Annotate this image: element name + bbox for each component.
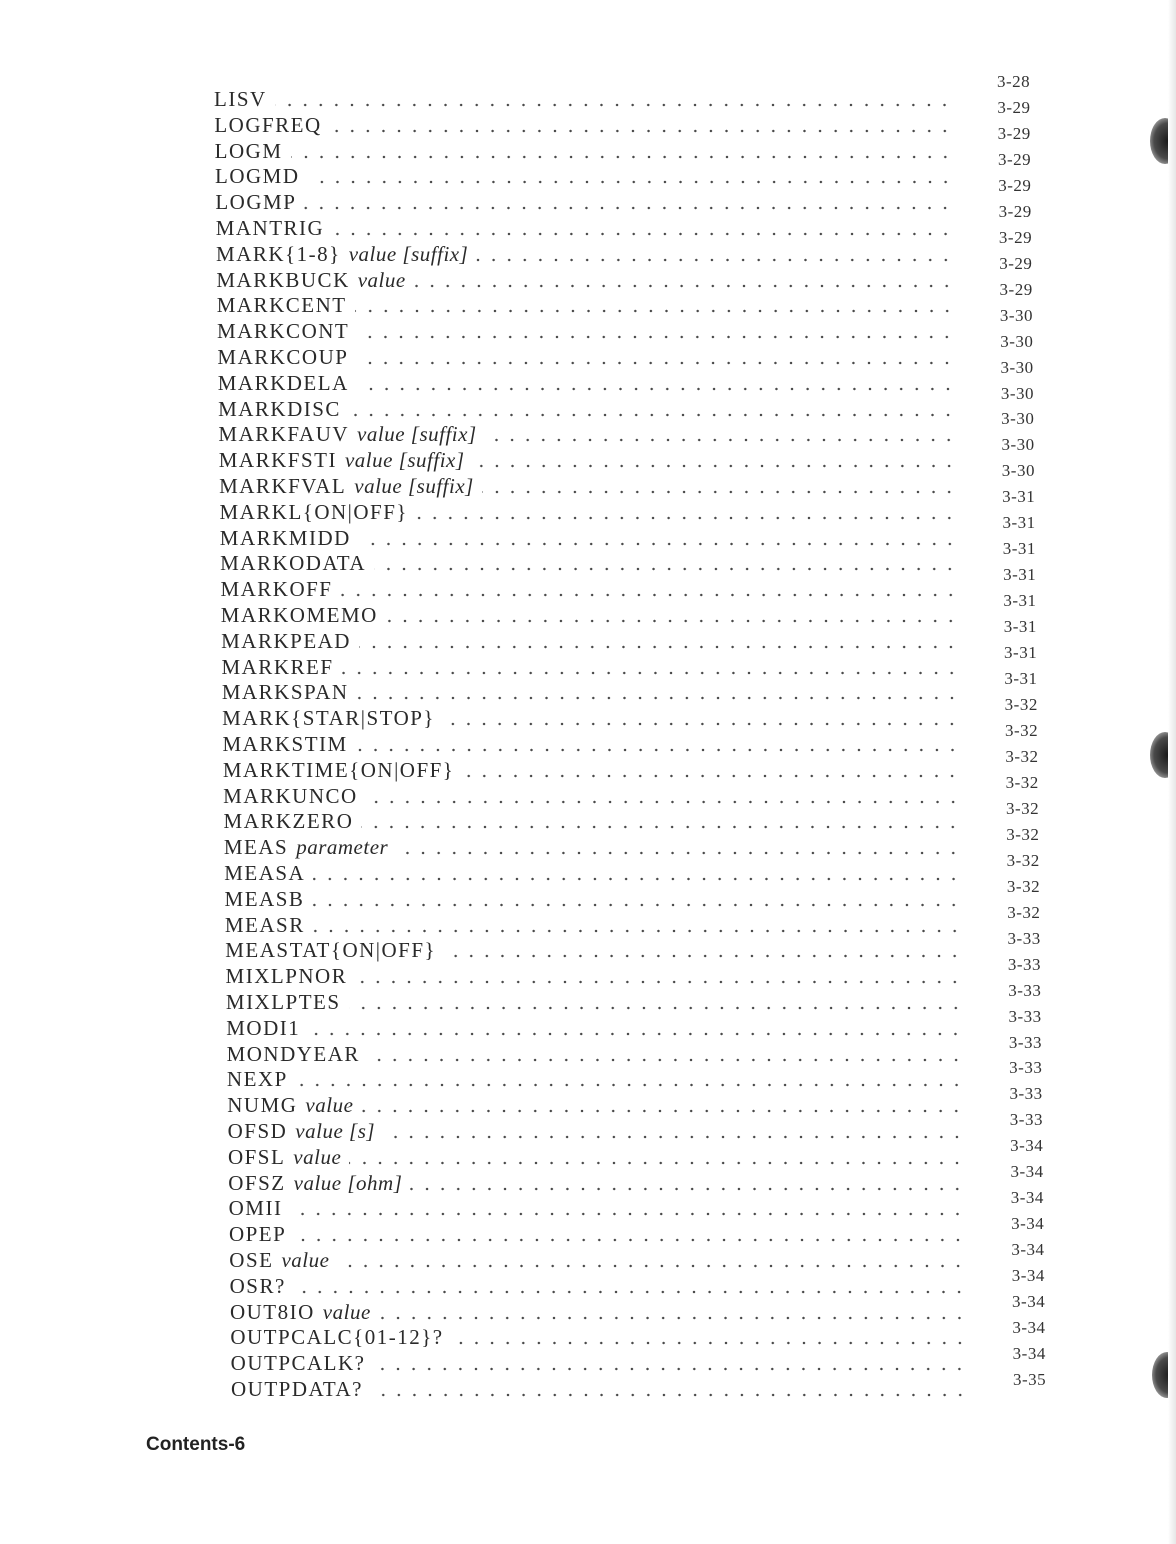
toc-entry-command: OFSZ [228,1170,286,1195]
toc-entry-page-number: 3-29 [999,253,1033,273]
dot-leader [296,1083,964,1087]
toc-entry-command: MEASTAT{ON|OFF} [225,938,437,963]
toc-entry [229,1248,966,1274]
toc-entry-command: OSE [229,1248,274,1272]
toc-entry-command: MARKFAUV [218,422,350,447]
toc-entry-command: OUT8IO [229,1299,315,1324]
toc-entry [217,345,955,371]
toc-entry-command: NUMG [227,1093,298,1118]
toc-entry-command: MARKOFF [220,577,333,602]
toc-entry [217,319,955,345]
toc-entry-page-number: 3-29 [999,279,1033,299]
dot-leader [485,438,957,442]
toc-entry-argument: value [suffix] [354,474,474,498]
toc-entry-command: MARKBUCK [216,267,350,292]
toc-entry-command: LOGMP [215,190,297,215]
toc-entry-command: MARKPEAD [221,628,351,653]
dot-leader [361,1109,964,1113]
toc-entry-page-number: 3-33 [1008,1006,1042,1026]
toc-entry-page-number: 3-34 [1010,1136,1044,1156]
dot-leader [349,1161,965,1165]
toc-entry [221,655,959,681]
toc-entry-argument: value [293,1144,342,1169]
dot-leader [308,180,953,184]
toc-entry-argument: value [s] [295,1119,376,1143]
toc-entry-page-number: 3-30 [1001,461,1035,481]
toc-entry-command: LOGMD [215,164,300,189]
toc-entry-page-number: 3-31 [1004,669,1038,689]
toc-entry-command: MIXLPTES [225,990,341,1014]
toc-entry-page-number: 3-30 [1000,383,1034,403]
dot-leader [332,232,953,236]
toc-entry-command: OPEP [228,1222,287,1247]
toc-entry-page-number: 3-34 [1012,1344,1046,1364]
toc-entry-command: MIXLPNOR [225,964,348,989]
toc-entry-argument: value [suffix] [357,422,477,447]
toc-entry-command: MARKCOUP [217,345,349,369]
toc-entry-page-number: 3-29 [998,175,1032,195]
dot-leader [291,155,953,159]
toc-entry-command: MARKODATA [220,551,367,576]
dot-leader [355,980,963,984]
toc-entry [230,1274,967,1300]
dot-leader [357,696,960,700]
dot-leader [374,567,958,571]
toc-entry [229,1196,966,1222]
toc-entry-page-number: 3-32 [1007,902,1041,922]
toc-entry-page-number: 3-34 [1010,1162,1044,1182]
toc-entry-page-number: 3-32 [1006,850,1040,870]
toc-entry [230,1325,967,1351]
toc-entry [228,1171,965,1197]
toc-entry [219,474,957,500]
toc-entry-command: MEAS [223,835,289,860]
toc-entry [219,448,957,474]
toc-entry [218,422,956,448]
toc-entry [220,526,958,552]
dot-leader [359,645,959,649]
toc-entry [221,603,959,629]
toc-entry-command: MARKTIME{ON|OFF} [222,757,455,782]
toc-entry [222,680,960,706]
dot-leader [444,954,962,958]
toc-entry-page-number: 3-30 [1001,435,1035,455]
toc-entry [227,1042,964,1068]
toc-entry-command: MARKMIDD [219,525,351,550]
toc-entry-page-number: 3-34 [1011,1214,1045,1234]
dot-leader [312,903,962,907]
toc-entry-command: MARKUNCO [223,783,358,808]
dot-leader [371,1393,968,1397]
toc-entry-command: MARKREF [221,654,334,679]
toc-entry [225,887,962,913]
toc-entry-page-number: 3-29 [997,123,1031,143]
toc-entry-page-number: 3-31 [1003,617,1037,637]
dot-leader [355,309,955,313]
dot-leader [366,800,961,804]
toc-entry [227,1067,964,1093]
toc-entry [231,1351,968,1377]
toc-entry-command: MEASA [224,861,306,885]
page-edge-shadow [1168,0,1176,1544]
dot-leader [359,542,958,546]
toc-entry-page-number: 3-32 [1005,746,1039,766]
toc-entry [230,1300,967,1326]
dot-leader [330,129,953,133]
toc-entry-argument: value [suffix] [348,241,469,266]
toc-entry-page-number: 3-35 [1013,1370,1047,1389]
toc-entry-command: MONDYEAR [226,1041,360,1066]
dot-leader [368,1058,964,1062]
dot-leader [294,1238,966,1242]
toc-entry-page-number: 3-34 [1010,1188,1044,1208]
toc-entry-page-number: 3-29 [998,201,1032,221]
dot-leader [357,335,955,339]
toc-entry [214,113,952,139]
dot-leader [386,619,959,623]
toc-entry-command: MARKDELA [217,370,349,395]
toc-entry-page-number: 3-33 [1008,980,1042,1000]
toc-entry-page-number: 3-33 [1009,1084,1043,1104]
toc-entry-page-number: 3-28 [997,72,1031,91]
dot-leader [304,206,953,210]
dot-leader [308,1032,963,1036]
toc-entry [216,216,954,242]
toc-entry-page-number: 3-34 [1012,1292,1046,1312]
toc-entry [228,1119,965,1145]
toc-entry-page-number: 3-32 [1004,695,1038,715]
dot-leader [290,1212,965,1216]
dot-leader [410,1187,965,1191]
dot-leader [383,1135,965,1139]
toc-entry-argument: value [ohm] [293,1170,403,1195]
toc-entry-command: MARK{1-8} [216,241,341,266]
toc-entry-command: OSR? [229,1273,286,1298]
toc-entry [218,371,956,397]
toc-entry [222,706,960,732]
toc-entry-page-number: 3-33 [1009,1110,1043,1130]
toc-entry-page-number: 3-32 [1005,772,1039,792]
toc-entry-page-number: 3-31 [1002,539,1036,559]
toc-entry [228,1145,965,1171]
toc-entry [224,835,961,861]
toc-entry [220,551,958,577]
dot-leader [337,1264,966,1268]
dot-leader [349,1006,964,1010]
dot-leader [443,722,960,726]
toc-entry [215,164,953,190]
toc-entry-page-number: 3-30 [1000,357,1034,377]
toc-entry-page-number: 3-31 [1002,513,1036,533]
dot-leader [373,1367,967,1371]
toc-entry-command: MANTRIG [215,216,325,240]
toc-entry-argument: parameter [296,835,389,860]
dot-leader [482,490,957,494]
toc-entry-command: MARKFVAL [219,474,347,498]
toc-entry-command: LOGFREQ [214,112,322,137]
toc-entry-page-number: 3-31 [1004,643,1038,663]
toc-entry [215,139,953,165]
toc-entry-page-number: 3-33 [1007,954,1042,974]
toc-entry-command: MARKZERO [223,809,354,834]
dot-leader [462,774,960,778]
dot-leader [341,593,959,597]
toc-entry-page-number: 3-31 [1003,591,1037,611]
toc-entry-page-number: 3-31 [1002,487,1036,507]
toc-entry-argument: value [suffix] [344,448,465,473]
toc-entry [224,809,961,835]
toc-entry [215,190,953,216]
toc-entry [225,938,962,964]
toc-entry-page-number: 3-30 [999,305,1034,325]
dot-leader [342,671,960,675]
toc-entry-command: OUTPCALC{01-12}? [230,1325,444,1350]
toc-entry-page-number: 3-33 [1007,928,1041,948]
toc-entry-argument: value [357,267,406,292]
toc-entry [226,990,963,1016]
toc-entry-command: MEASB [224,886,305,911]
toc-entry-command: OFSL [227,1144,286,1169]
toc-entry-command: MARKSTIM [222,732,348,756]
dot-leader [294,1290,967,1294]
toc-entry [229,1222,966,1248]
toc-entry-command: OUTPCALK? [230,1351,366,1376]
toc-entry [217,293,955,319]
dot-leader [416,516,957,520]
toc-entry [226,964,963,990]
toc-entry [224,861,961,887]
toc-entry-page-number: 3-29 [998,227,1033,247]
toc-entry-page-number: 3-32 [1006,876,1041,896]
toc-entry [220,577,958,603]
toc-entry-command: OFSD [227,1119,288,1143]
toc-entry-page-number: 3-33 [1008,1032,1042,1052]
toc-entry [223,732,961,758]
toc-entry [218,397,956,423]
toc-entry-page-number: 3-30 [1000,331,1034,351]
toc-entry-page-number: 3-29 [997,149,1032,169]
toc-entry-argument: value [322,1299,371,1324]
toc-entry-command: NEXP [226,1067,288,1092]
toc-entry-command: LOGM [214,138,283,163]
toc-entry-argument: value [305,1093,354,1118]
toc-entry-command: MARKCENT [216,293,347,318]
dot-leader [313,929,963,933]
toc-entry-command: MARKSPAN [221,680,349,705]
toc-entry [223,758,960,784]
toc-entry-page-number: 3-29 [997,97,1031,117]
toc-entry-page-number: 3-34 [1012,1318,1046,1338]
toc-entry-command: MARKOMEMO [220,603,378,627]
toc-entry-page-number: 3-32 [1005,721,1039,740]
dot-leader [379,1316,967,1320]
toc-entry-page-number: 3-34 [1011,1240,1045,1260]
toc-entry-command: MARKCONT [217,319,350,344]
toc-entry [226,1016,963,1042]
dot-leader [357,387,956,391]
dot-leader [356,748,960,752]
toc-entry-command: MEASR [224,912,305,937]
toc-entry-command: MARKL{ON|OFF} [219,499,408,524]
toc-entry-argument: value [281,1248,330,1272]
toc-entry [231,1377,968,1403]
toc-entry-command: MODI1 [226,1015,301,1040]
toc-entry-command: OMII [228,1196,283,1221]
dot-leader [313,877,961,881]
toc-entry [227,1093,964,1119]
page-footer: Contents-6 [146,1434,246,1455]
toc-entry-page-number: 3-32 [1005,798,1040,818]
toc-entry [216,242,954,268]
toc-entry [216,268,954,294]
dot-leader [452,1341,968,1345]
toc-entry-page-number: 3-30 [1001,409,1035,429]
toc-entry [221,629,959,655]
toc-entry-command: MARKFSTI [218,448,337,473]
toc-entry [223,784,960,810]
toc-entry-command: OUTPDATA? [231,1377,363,1401]
toc-entry [214,87,952,113]
toc-entry [219,500,957,526]
dot-leader [349,413,956,417]
toc-entry-command: MARK{STAR|STOP} [222,706,435,731]
toc-entry-page-number: 3-33 [1009,1058,1043,1078]
toc-entry-page-number: 3-34 [1011,1266,1045,1286]
dot-leader [356,361,955,365]
toc-entry-page-number: 3-32 [1006,824,1040,844]
dot-leader [473,464,957,468]
dot-leader [275,103,952,107]
dot-leader [396,851,961,855]
dot-leader [476,258,954,262]
dot-leader [361,825,961,829]
toc-entry-command: LISV [214,87,267,111]
toc-entry-command: MARKDISC [218,396,341,421]
toc-entry-page-number: 3-31 [1003,565,1037,585]
toc-entry [225,913,962,939]
dot-leader [414,284,955,288]
